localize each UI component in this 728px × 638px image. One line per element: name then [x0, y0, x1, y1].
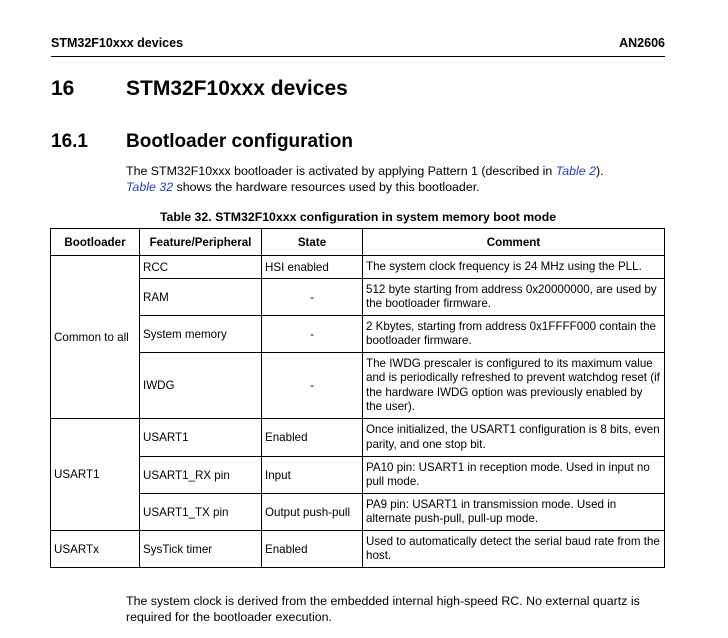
- comment-cell: PA9 pin: USART1 in transmission mode. Used in alternate push-pull, pull-up mode.: [363, 494, 665, 531]
- feature-cell: USART1: [140, 419, 262, 457]
- table-32-link[interactable]: Table 32: [126, 180, 174, 194]
- table-row: [51, 279, 665, 316]
- comment-cell: Used to automatically detect the serial baud rate from the host.: [363, 531, 665, 568]
- comment-cell: 2 Kbytes, starting from address 0x1FFFF000 contain the bootloader firmware.: [363, 316, 665, 353]
- state-cell: -: [262, 279, 363, 316]
- feature-cell: RAM: [140, 279, 262, 316]
- table-row: [51, 531, 665, 568]
- feature-cell: IWDG: [140, 353, 262, 419]
- intro-paragraph: [126, 163, 666, 195]
- header-state: State: [262, 229, 363, 256]
- comment-cell: PA10 pin: USART1 in reception mode. Used in input no pull mode.: [363, 457, 665, 494]
- feature-cell: USART1_TX pin: [140, 494, 262, 531]
- comment-cell: 512 byte starting from address 0x20000000, are used by the bootloader firmware.: [363, 279, 665, 316]
- state-cell: Enabled: [262, 419, 363, 457]
- comment-cell: The IWDG prescaler is configured to its maximum value and is periodically refreshed to prevent watchdog reset (if the hardware IWDG option was previously enabled by the user).: [363, 353, 665, 419]
- section-title: STM32F10xxx devices: [126, 77, 348, 100]
- subsection-title: Bootloader configuration: [126, 131, 353, 152]
- table-row: [51, 256, 665, 279]
- feature-cell: RCC: [140, 256, 262, 279]
- header-feature: Feature/Peripheral: [140, 229, 262, 256]
- state-cell: -: [262, 353, 363, 419]
- feature-cell: System memory: [140, 316, 262, 353]
- header-bootloader: Bootloader: [51, 229, 140, 256]
- section-number: 16: [51, 77, 75, 100]
- table-row: [51, 457, 665, 494]
- group-usartx: USARTx: [51, 531, 140, 568]
- comment-cell: Once initialized, the USART1 configuration is 8 bits, even parity, and one stop bit.: [363, 419, 665, 457]
- state-cell: -: [262, 316, 363, 353]
- table-row: [51, 353, 665, 419]
- state-cell: Output push-pull: [262, 494, 363, 531]
- table-header-row: [51, 229, 665, 256]
- intro-text-3: shows the hardware resources used by this bootloader.: [173, 180, 480, 194]
- state-cell: Enabled: [262, 531, 363, 568]
- table-row: [51, 494, 665, 531]
- table-2-link[interactable]: Table 2: [555, 164, 596, 178]
- subsection-number: 16.1: [51, 131, 88, 152]
- table-caption: Table 32. STM32F10xxx configuration in system memory boot mode: [159, 210, 557, 224]
- state-cell: HSI enabled: [262, 256, 363, 279]
- group-usart1: USART1: [51, 419, 140, 531]
- comment-cell: The system clock frequency is 24 MHz using the PLL.: [363, 256, 665, 279]
- feature-cell: SysTick timer: [140, 531, 262, 568]
- feature-cell: USART1_RX pin: [140, 457, 262, 494]
- footer-paragraph: The system clock is derived from the embedded internal high-speed RC. No external quartz is required for the bootloader execution.: [126, 594, 640, 624]
- config-table: [50, 228, 665, 568]
- header-comment: Comment: [363, 229, 665, 256]
- running-header-title: STM32F10xxx devices: [51, 36, 184, 50]
- group-common: Common to all: [51, 256, 140, 419]
- running-header-docnum: AN2606: [619, 36, 665, 50]
- table-row: [51, 419, 665, 457]
- intro-text-1: The STM32F10xxx bootloader is activated by applying Pattern 1 (described in: [126, 164, 556, 178]
- table-row: [51, 316, 665, 353]
- intro-text-2: ).: [595, 164, 604, 178]
- state-cell: Input: [262, 457, 363, 494]
- header-rule: [51, 56, 665, 57]
